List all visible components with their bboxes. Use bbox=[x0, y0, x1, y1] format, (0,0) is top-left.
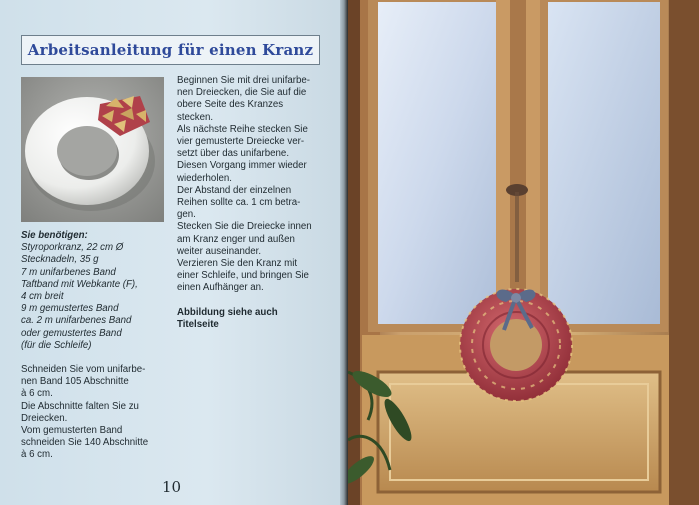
instruction-line: gen. bbox=[177, 209, 196, 221]
instruction-line: Diesen Vorgang immer wieder bbox=[177, 160, 307, 172]
instruction-line: weiter auseinander. bbox=[177, 245, 262, 257]
instruction-line: einer Schleife, und bringen Sie bbox=[177, 270, 309, 282]
title-box bbox=[21, 35, 320, 65]
materials-line: (für die Schleife) bbox=[21, 339, 92, 351]
materials-line: oder gemustertes Band bbox=[21, 327, 122, 339]
instruction-line: stecken. bbox=[177, 111, 214, 123]
instruction-line: setzt über das unifarbene. bbox=[177, 148, 290, 160]
prep-line: Die Abschnitte falten Sie zu bbox=[21, 400, 139, 412]
materials-line: 7 m unifarbenes Band bbox=[21, 266, 116, 278]
prep-line: Vom gemusterten Band bbox=[21, 425, 123, 437]
materials-line: 9 m gemustertes Band bbox=[21, 303, 119, 315]
instruction-line: nen Dreiecken, die Sie auf die bbox=[177, 87, 307, 99]
book-spine bbox=[340, 0, 348, 505]
instruction-line: obere Seite des Kranzes bbox=[177, 99, 284, 111]
instruction-line: Der Abstand der einzelnen bbox=[177, 184, 292, 196]
materials-column bbox=[21, 230, 171, 462]
prep-line: à 6 cm. bbox=[21, 449, 53, 461]
materials-line: ca. 2 m unifarbenes Band bbox=[21, 315, 132, 327]
materials-line: Styroporkranz, 22 cm Ø bbox=[21, 242, 124, 254]
prep-line: nen Band 105 Abschnitte bbox=[21, 376, 129, 388]
materials-line: 4 cm breit bbox=[21, 291, 64, 303]
instruction-line: Als nächste Reihe stecken Sie bbox=[177, 123, 308, 135]
note-line: Abbildung siehe auch bbox=[177, 306, 278, 318]
materials-line: Stecknadeln, 35 g bbox=[21, 254, 99, 266]
page-number: 10 bbox=[162, 478, 182, 496]
instruction-line: Stecken Sie die Dreiecke innen bbox=[177, 221, 312, 233]
left-page bbox=[0, 0, 345, 505]
door-wreath-photo bbox=[348, 0, 699, 505]
instruction-line: Verzieren Sie den Kranz mit bbox=[177, 258, 298, 270]
page-title: Arbeitsanleitung für einen Kranz bbox=[27, 41, 314, 59]
prep-line: schneiden Sie 140 Abschnitte bbox=[21, 437, 149, 449]
note-line: Titelseite bbox=[177, 318, 219, 330]
prep-line: Dreiecken. bbox=[21, 412, 68, 424]
prep-line: Schneiden Sie vom unifarbe- bbox=[21, 364, 146, 376]
instructions-column bbox=[177, 75, 327, 331]
prep-line: à 6 cm. bbox=[21, 388, 53, 400]
styrofoam-wreath-photo bbox=[21, 77, 164, 222]
instruction-line: wiederholen. bbox=[177, 172, 232, 184]
materials-line: Taftband mit Webkante (F), bbox=[21, 278, 138, 290]
instruction-line: Reihen sollte ca. 1 cm betra- bbox=[177, 197, 301, 209]
materials-heading: Sie benötigen: bbox=[21, 230, 88, 241]
instruction-line: vier gemusterte Dreiecke ver- bbox=[177, 136, 305, 148]
instruction-line: Beginnen Sie mit drei unifarbe- bbox=[177, 75, 311, 86]
instruction-line: am Kranz enger und außen bbox=[177, 233, 295, 245]
instruction-line: einen Aufhänger an. bbox=[177, 282, 264, 294]
